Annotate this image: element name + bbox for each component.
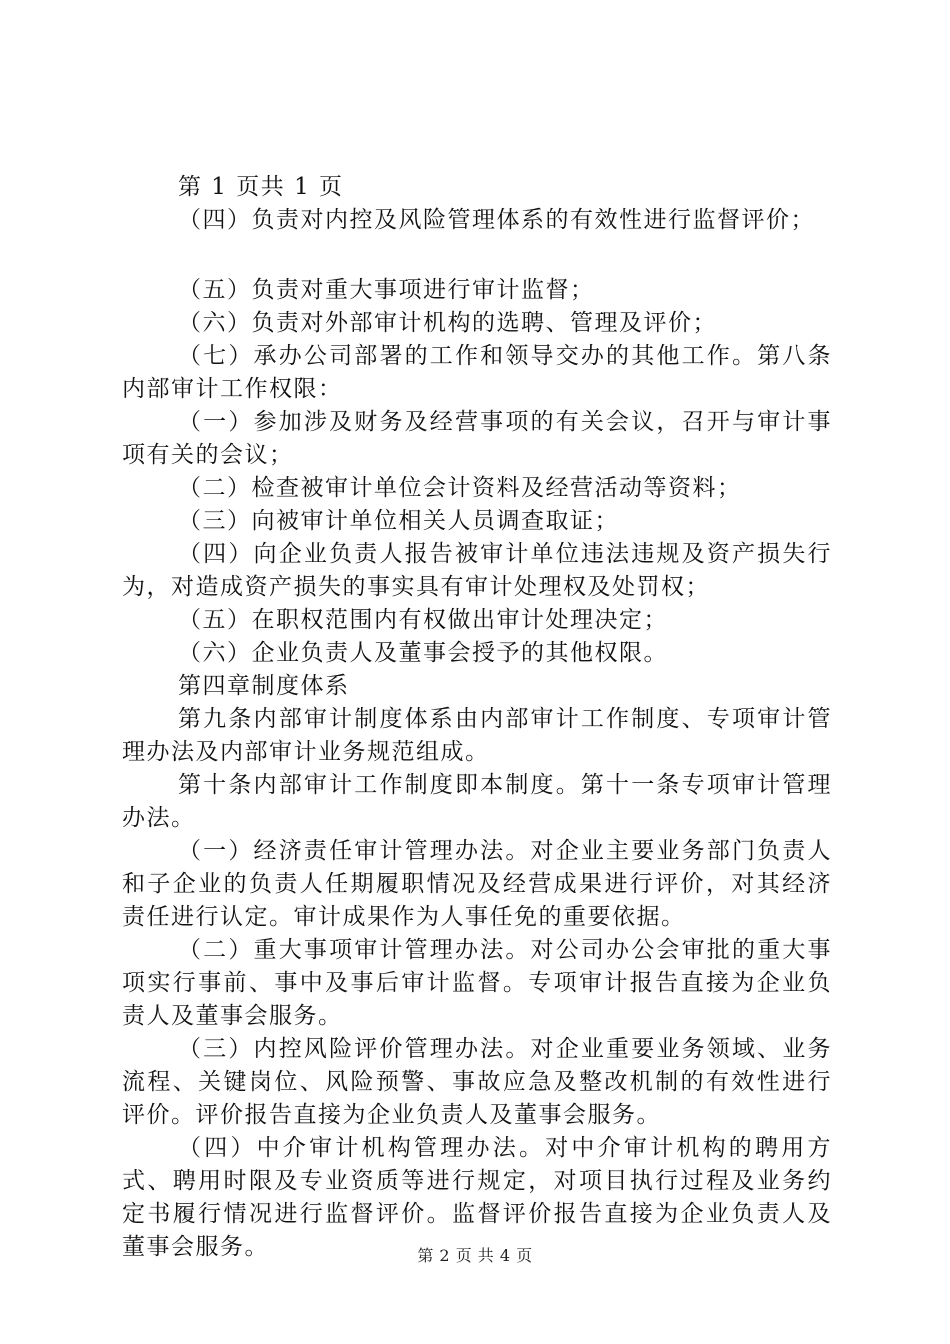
duty-item-5: （五）负责对重大事项进行审计监督； xyxy=(178,277,595,303)
blank-gap xyxy=(122,237,832,274)
authority-item-5: （五）在职权范围内有权做出审计处理决定； xyxy=(178,607,668,633)
duty-item-4: （四）负责对内控及风险管理体系的有效性进行监督评价； xyxy=(178,207,815,233)
authority-item-2: （二）检查被审计单位会计资料及经营活动等资料； xyxy=(178,475,742,501)
duty-item-7: （七）承办公司部署的工作和领导交办的其他工作。第八条内部审计工作权限： xyxy=(122,343,832,402)
authority-item-4: （四）向企业负责人报告被审计单位违法违规及资产损失行为，对造成资产损失的事实具有审计处理权及处罚权； xyxy=(122,541,832,600)
method-item-4: （四）中介审计机构管理办法。对中介审计机构的聘用方式、聘用时限及专业资质等进行规定，对项目执行过程及业务约定书履行情况进行监督评价。监督评价报告直接为企业负责人及董事会服务。 xyxy=(122,1135,832,1260)
page-footer: 第 2 页 共 4 页 xyxy=(417,1246,533,1265)
chapter-heading: 第四章制度体系 xyxy=(178,673,350,699)
method-item-3: （三）内控风险评价管理办法。对企业重要业务领域、业务流程、关键岗位、风险预警、事故应急及整改机制的有效性进行评价。评价报告直接为企业负责人及董事会服务。 xyxy=(122,1036,832,1128)
header-page-note: 第 1 页共 1 页 xyxy=(178,174,344,200)
document-body xyxy=(122,171,832,1264)
method-item-1: （一）经济责任审计管理办法。对企业主要业务部门负责人和子企业的负责人任期履职情况及经营成果进行评价，对其经济责任进行认定。审计成果作为人事任免的重要依据。 xyxy=(122,838,832,930)
article-9: 第九条内部审计制度体系由内部审计工作制度、专项审计管理办法及内部审计业务规范组成。 xyxy=(122,706,832,765)
duty-item-6: （六）负责对外部审计机构的选聘、管理及评价； xyxy=(178,310,717,336)
authority-item-6: （六）企业负责人及董事会授予的其他权限。 xyxy=(178,640,668,666)
article-10-11: 第十条内部审计工作制度即本制度。第十一条专项审计管理办法。 xyxy=(122,772,832,831)
method-item-2: （二）重大事项审计管理办法。对公司办公会审批的重大事项实行事前、事中及事后审计监督。专项审计报告直接为企业负责人及董事会服务。 xyxy=(122,937,832,1029)
authority-item-3: （三）向被审计单位相关人员调查取证； xyxy=(178,508,619,534)
authority-item-1: （一）参加涉及财务及经营事项的有关会议，召开与审计事项有关的会议； xyxy=(122,409,832,468)
